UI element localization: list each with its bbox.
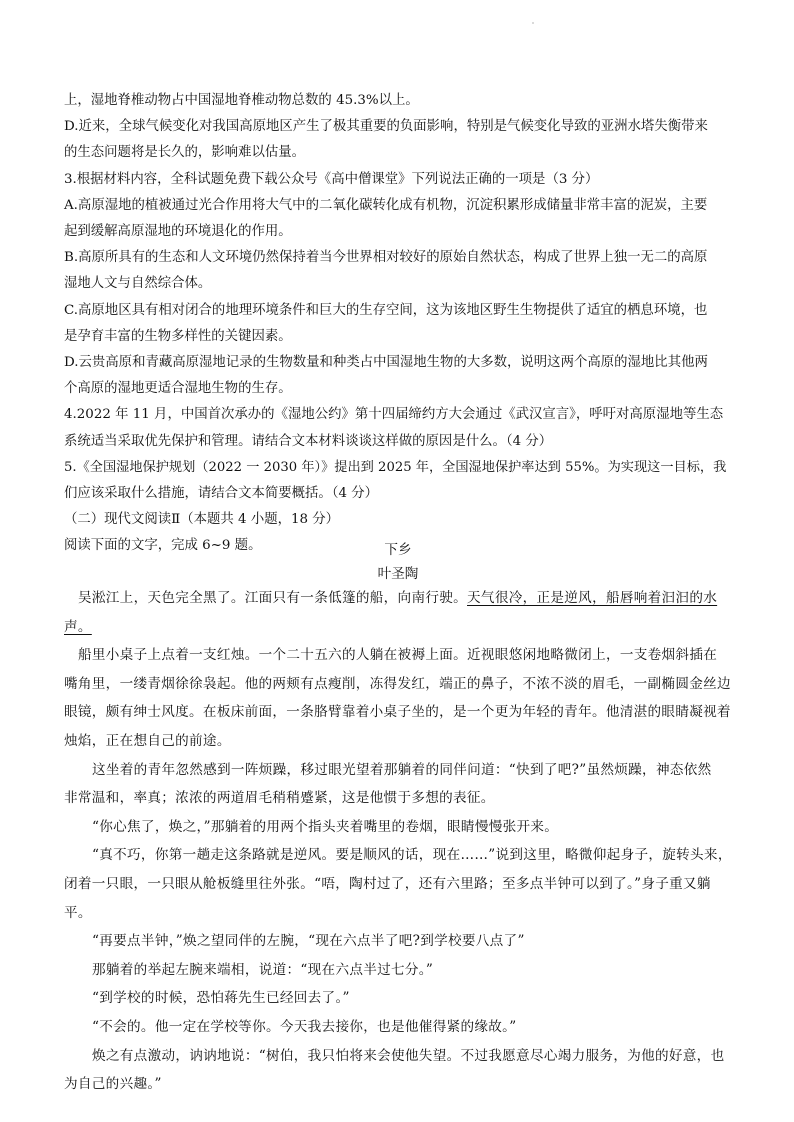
story-line: “到学校的时候，恐怕蒋先生已经回去了。”	[92, 990, 350, 1007]
option-c-line-1: C.高原地区具有相对闭合的地理环境条件和巨大的生存空间，这为该地区野生生物提供了适宜的栖息环境，也	[64, 302, 708, 318]
story-line: 为自己的兴趣。”	[64, 1076, 162, 1093]
question-5-line-2: 们应该采取什么措施，请结合文本简要概括。（4 分）	[64, 486, 379, 502]
option-d2-line-2: 个高原的湿地更适合湿地生物的生存。	[64, 381, 292, 397]
story-line: “你心焦了，焕之，”那躺着的用两个指头夹着嘴里的卷烟，眼睛慢慢张开来。	[92, 818, 559, 835]
option-b-line-1: B.高原所具有的生态和人文环境仍然保持着当今世界相对较好的原始自然状态，构成了世界上独一无二的高原	[64, 250, 708, 266]
scan-speck	[532, 22, 534, 24]
story-p1-cont	[64, 613, 732, 642]
option-a-line-2: 起到缓解高原湿地的环境退化的作用。	[64, 224, 292, 240]
story-line: 闭着一只眼，一只眼从舱板缝里往外张。“唔，陶村过了，还有六里路；至多点半钟可以到了。”身子重又躺	[64, 875, 711, 892]
story-line: 这坐着的青年忽然感到一阵烦躁，移过眼光望着那躺着的同伴问道：“快到了吧?”虽然烦躁，神态依然	[92, 761, 712, 778]
story-p1-lead: 吴淞江上，天色完全黑了。江面只有一条低篷的船，向南行驶。	[78, 590, 468, 606]
story-line: 平。	[64, 904, 92, 921]
story-line: 那躺着的举起左腕来端相，说道：“现在六点半过七分。”	[92, 961, 434, 978]
question-4-line-1: 4.2022 年 11 月，中国首次承办的《湿地公约》第十四届缔约方大会通过《武汉宣言》，呼吁对高原湿地等生态	[64, 407, 724, 423]
story-author: 叶圣陶	[377, 566, 419, 582]
option-b-line-2: 湿地人文与自然综合体。	[64, 276, 212, 292]
story-line: “再要点半钟，”焕之望同伴的左腕，“现在六点半了吧?到学校要八点了”	[92, 933, 525, 950]
option-d-line-2: 的生态问题将是长久的，影响难以估量。	[64, 145, 306, 161]
story-line: 船里小桌子上点着一支红烛。一个二十五六的人躺在被褥上面。近视眼悠闲地略微闭上，一支卷烟斜插在	[78, 647, 718, 664]
question-4-line-2: 系统适当采取优先保护和管理。请结合文本材料谈谈这样做的原因是什么。（4 分）	[64, 433, 553, 449]
story-line: 嘴角里，一缕青烟徐徐袅起。他的两颊有点瘦削，冻得发红，端正的鼻子，不浓不淡的眉毛，一副椭圆金丝边	[64, 675, 731, 692]
underlined-sentence: 天气很冷，正是逆风，船唇响着汩汩的水	[467, 590, 718, 606]
section-heading: （二）现代文阅读Ⅱ（本题共 4 小题，18 分）	[64, 512, 340, 528]
option-d-line-1: D.近来，全球气候变化对我国高原地区产生了极其重要的负面影响，特别是气候变化导致的亚洲水塔失衡带来	[64, 119, 708, 135]
story-line: “不会的。他一定在学校等你。今天我去接你，也是他催得紧的缘故。”	[92, 1018, 517, 1035]
story-line: “真不巧，你第一趟走这条路就是逆风。要是顺风的话，现在……”说到这里，略微仰起身子，旋转头来，	[92, 847, 732, 864]
option-a-line-1: A.高原湿地的植被通过光合作用将大气中的二氧化碳转化成有机物，沉淀积累形成储量非常丰富的泥炭，主要	[64, 197, 708, 213]
story-header	[64, 538, 732, 586]
question-3-stem: 3.根据材料内容，全科试题免费下载公众号《高中僧课堂》下列说法正确的一项是（3 分）	[64, 171, 599, 187]
story-body	[64, 584, 732, 1099]
question-section	[64, 88, 732, 560]
option-d2-line-1: D.云贵高原和青藏高原湿地记录的生物数量和种类占中国湿地生物的大多数，说明这两个高原的湿地比其他两	[64, 355, 708, 371]
story-line: 烛焰，正在想自己的前途。	[64, 732, 231, 749]
text-line: 上，湿地脊椎动物占中国湿地脊椎动物总数的 45.3%以上。	[64, 93, 419, 108]
story-line: 眼镜，颇有绅士风度。在板床前面，一条胳臂靠着小桌子坐的，是一个更为年轻的青年。他清湛的眼睛凝视着	[64, 704, 731, 721]
story-line: 非常温和，率真；浓浓的两道眉毛稍稍蹙紧，这是他惯于多想的表征。	[64, 790, 495, 807]
story-line: 焕之有点激动，讷讷地说：“树伯，我只怕将来会使他失望。不过我愿意尽心竭力服务，为他的好意，也	[92, 1047, 725, 1064]
option-c-line-2: 是孕育丰富的生物多样性的关键因素。	[64, 328, 292, 344]
underlined-sentence-end: 声。	[64, 618, 92, 635]
question-5-line-1: 5.《全国湿地保护规划（2022 一 2030 年）》提出到 2025 年，全国湿地保护率达到 55%。为实现这一目标，我	[64, 459, 727, 475]
story-paragraph-1	[64, 584, 732, 613]
story-title: 下乡	[384, 542, 412, 558]
reading-instruction: 阅读下面的文字，完成 6~9 题。	[64, 538, 262, 554]
